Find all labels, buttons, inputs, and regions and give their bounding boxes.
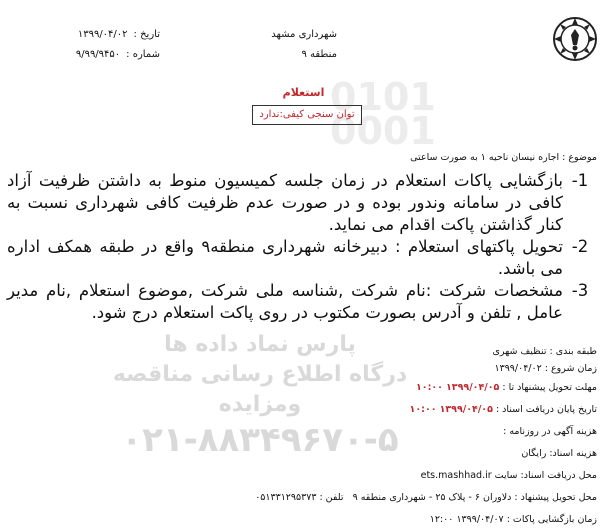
- docs-end-date: ۱۳۹۹/۰۴/۰۵: [439, 404, 493, 415]
- category-row: طبقه بندی : تنظیف شهری: [492, 346, 597, 357]
- item-text: مشخصات شرکت :نام شرکت ,شناسه ملی شرکت ,موضوع استعلام ,نام مدیر عامل , تلفن و آدرس بصورت مکتوب در روی پاکت استعلام درج شود.: [7, 281, 563, 322]
- opening-label: زمان بازگشایی پاکات :: [506, 514, 597, 525]
- deadline-time: ۱۰:۰۰: [415, 382, 443, 393]
- subject-line: موضوع : اجاره نیسان ناحیه ۱ به صورت ساعتی: [410, 152, 597, 163]
- item-number: 2-: [571, 237, 589, 256]
- start-row: [0, 361, 597, 378]
- start-value: ۱۳۹۹/۰۴/۰۲: [494, 362, 542, 374]
- number-label: شماره :: [126, 49, 160, 60]
- watermark-phone: ۰۲۱-۸۸۳۴۹۶۷۰-۵: [121, 420, 399, 460]
- condition-item: [7, 170, 597, 236]
- region-name: منطقه ۹: [301, 49, 337, 60]
- phone-value: ۰۵۱۳۳۱۲۹۵۳۷۳: [255, 492, 317, 503]
- doc-cost-row: هزینه اسناد: رایگان: [521, 448, 597, 459]
- docs-place-label: محل دریافت اسناد: سایت: [494, 470, 597, 481]
- conditions-list: [7, 170, 597, 324]
- delivery-row: [0, 487, 597, 509]
- header-meta: [10, 25, 160, 65]
- org-name: شهرداری مشهد: [271, 29, 337, 40]
- date-label: تاریخ :: [133, 29, 160, 40]
- deadline-date: ۱۳۹۹/۰۴/۰۵: [446, 382, 500, 393]
- deadline-row: [0, 377, 597, 399]
- opening-time: ۱۲:۰۰: [429, 514, 454, 525]
- item-text: بازگشایی پاکات استعلام در زمان جلسه کمیسیون منوط به داشتن ظرفیت آزاد کافی در سامانه وندور بوده و در صورت عدم ظرفیت کافی شهرداری نسبت به کنار گذاشتن پاکت اقدام می نماید.: [7, 171, 563, 234]
- opening-row: [0, 509, 597, 531]
- watermark-digits: 0101 0001: [330, 75, 436, 153]
- page-title: استعلام: [282, 86, 325, 99]
- number-value: ۹/۹۹/۹۴۵۰: [75, 49, 121, 60]
- quality-box: توان سنجی کیفی:ندارد: [252, 105, 362, 125]
- condition-item: [7, 236, 597, 280]
- docs-end-label: تاریخ پایان دریافت اسناد :: [495, 404, 597, 415]
- date-value: ۱۳۹۹/۰۴/۰۲: [77, 29, 128, 40]
- header-org: [271, 25, 337, 65]
- item-text: تحویل پاکتهای استعلام : دبیرخانه شهرداری منطقه۹ واقع در طبقه همکف اداره می باشد.: [7, 237, 563, 278]
- deadline-label: مهلت تحویل پیشنهاد تا :: [502, 382, 597, 393]
- docs-end-time: ۱۰:۰۰: [409, 404, 437, 415]
- docs-place-row: [0, 465, 597, 487]
- docs-place-site[interactable]: ets.mashhad.ir: [420, 470, 492, 481]
- municipality-logo-icon: [551, 15, 599, 63]
- phone-label: تلفن :: [319, 492, 344, 503]
- opening-date: ۱۳۹۹/۰۴/۰۷: [456, 514, 504, 525]
- docs-end-row: [0, 399, 597, 421]
- watermark-line1: پارس نماد داده ها: [164, 332, 356, 357]
- item-number: 1-: [571, 171, 589, 190]
- item-number: 3-: [571, 281, 589, 300]
- details-section: [0, 344, 597, 531]
- ad-cost-row: هزینه آگهی در روزنامه :: [503, 426, 597, 437]
- condition-item: [7, 280, 597, 324]
- delivery-place: محل تحویل پیشنهاد : دلاوران ۶ - پلاک ۲۵ - شهرداری منطقه ۹: [352, 492, 597, 503]
- start-label: زمان شروع :: [544, 362, 597, 374]
- watermark-line2: درگاه اطلاع رسانی مناقصه ومزایده: [112, 362, 408, 417]
